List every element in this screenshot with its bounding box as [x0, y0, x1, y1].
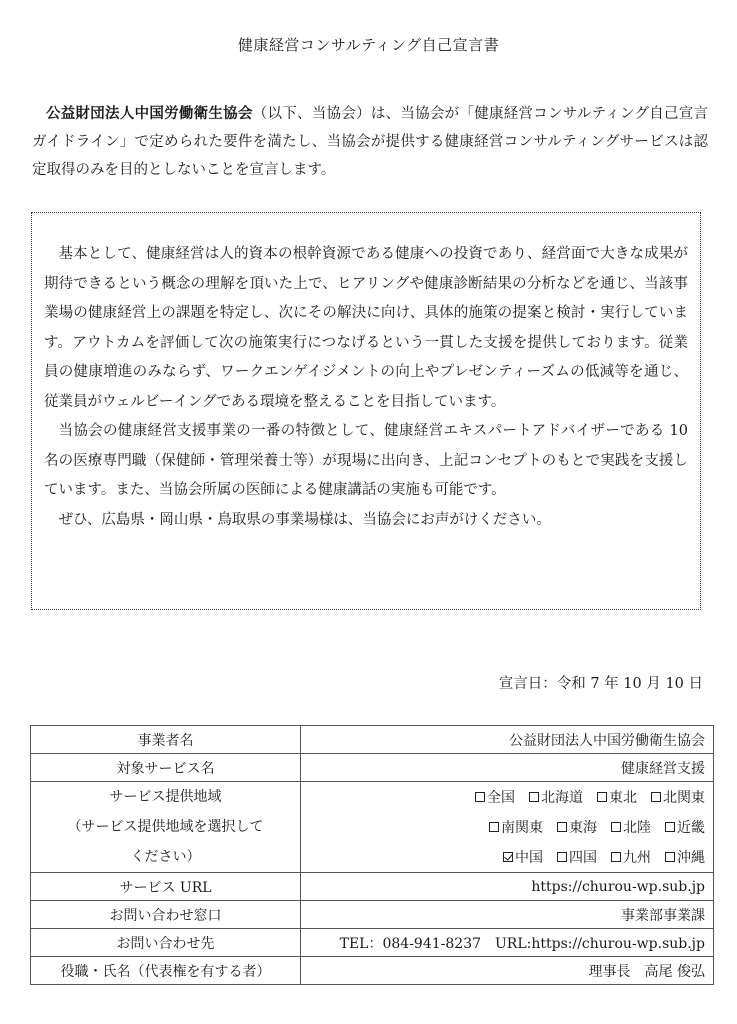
table-row: [31, 873, 714, 901]
region-checkbox[interactable]: [557, 817, 597, 837]
checkbox-icon[interactable]: [665, 852, 675, 862]
contact-window-value: 事業部事業課: [301, 901, 714, 929]
checkbox-icon[interactable]: [529, 792, 539, 802]
document-title: 健康経営コンサルティング自己宣言書: [237, 36, 500, 54]
checkbox-icon[interactable]: [611, 852, 621, 862]
region-row: [475, 812, 705, 842]
contact-value: TEL：084-941-8237 URL:https://churou-wp.sub.jp: [301, 929, 714, 957]
region-options: [301, 782, 714, 873]
region-checkbox[interactable]: [611, 847, 651, 867]
intro-organization: 公益財団法人中国労働衛生協会: [46, 105, 253, 122]
region-label-text: 全国: [487, 790, 515, 806]
region-label-text: 東北: [609, 790, 637, 806]
checkbox-icon[interactable]: [557, 822, 567, 832]
box-paragraph-1: 基本として、健康経営は人的資本の根幹資源である健康への投資であり、経営面で大きな成果が期待できるという概念の理解を頂いた上で、ヒアリングや健康診断結果の分析などを通じ、当該事業場の健康経営上の課題を特定し、次にその解決に向け、具体的施策の提案と検討・実行しています。アウトカムを評価して次の施策実行につなげるという一貫した支援を提供しております。従業員の健康増進のみならず、ワークエンゲイジメントの向上やプレゼンティーズムの低減等を通じ、従業員がウェルビーイングである環境を整えることを目指しています。: [44, 246, 688, 410]
checkbox-icon[interactable]: [665, 822, 675, 832]
checkbox-icon[interactable]: [597, 792, 607, 802]
table-row: [31, 957, 714, 985]
region-label-text: 沖縄: [677, 850, 705, 866]
declaration-date: 宣言日：令和 7 年 10 月 10 日: [498, 676, 703, 692]
representative-value: 理事長 高尾 俊弘: [301, 957, 714, 985]
region-label-line-1: サービス提供地域: [109, 789, 222, 805]
region-label-line-3: ください）: [130, 849, 201, 865]
contact-window-label: お問い合わせ窓口: [31, 901, 301, 929]
checkbox-icon[interactable]: [557, 852, 567, 862]
region-label-text: 四国: [569, 850, 597, 866]
business-value: 公益財団法人中国労働衛生協会: [301, 726, 714, 754]
region-label-text: 北関東: [663, 790, 705, 806]
region-label-text: 中国: [515, 850, 543, 866]
table-row: [31, 901, 714, 929]
representative-label: 役職・氏名（代表権を有する者）: [31, 957, 301, 985]
region-label-text: 北海道: [541, 790, 583, 806]
region-checkbox[interactable]: [597, 787, 637, 807]
region-checkbox[interactable]: [557, 847, 597, 867]
business-label: 事業者名: [31, 726, 301, 754]
region-checkbox[interactable]: [665, 817, 705, 837]
region-checkbox[interactable]: [475, 787, 515, 807]
box-paragraph-3: ぜひ、広島県・岡山県・鳥取県の事業場様は、当協会にお声がけください。: [58, 511, 551, 528]
table-row: [31, 929, 714, 957]
region-label-text: 九州: [623, 850, 651, 866]
region-checkbox[interactable]: [503, 847, 543, 867]
region-row: [489, 842, 705, 872]
table-row: [31, 726, 714, 754]
region-label-text: 東海: [569, 820, 597, 836]
table-row: [31, 782, 714, 873]
url-value[interactable]: https://churou-wp.sub.jp: [301, 873, 714, 901]
region-label-text: 南関東: [501, 820, 543, 836]
checked-box-icon[interactable]: [503, 852, 513, 862]
region-checkbox[interactable]: [489, 817, 543, 837]
region-label-text: 近畿: [677, 820, 705, 836]
url-label: サービス URL: [31, 873, 301, 901]
box-paragraph-2: 当協会の健康経営支援事業の一番の特徴として、健康経営エキスパートアドバイザーである 10 名の医療専門職（保健師・管理栄養士等）が現場に出向き、上記コンセプトのもとで実践を支援しています。また、当協会所属の医師による健康講話の実施も可能です。: [44, 423, 688, 498]
checkbox-icon[interactable]: [651, 792, 661, 802]
region-checkbox[interactable]: [611, 817, 651, 837]
info-table: [30, 725, 714, 985]
service-value: 健康経営支援: [301, 754, 714, 782]
region-label-line-2: （サービス提供地域を選択して: [67, 819, 264, 835]
declaration-intro: [32, 100, 708, 184]
description-box: [31, 212, 701, 610]
table-row: [31, 754, 714, 782]
region-checkbox[interactable]: [665, 847, 705, 867]
region-checkbox[interactable]: [651, 787, 705, 807]
intro-text: （以下、当協会）は、当協会が「健康経営コンサルティング自己宣言ガイドライン」で定められた要件を満たし、当協会が提供する健康経営コンサルティングサービスは認定取得のみを目的としないことを宣言します。: [32, 106, 708, 178]
checkbox-icon[interactable]: [489, 822, 499, 832]
service-label: 対象サービス名: [31, 754, 301, 782]
region-row: [461, 782, 705, 812]
checkbox-icon[interactable]: [475, 792, 485, 802]
checkbox-icon[interactable]: [611, 822, 621, 832]
region-checkbox[interactable]: [529, 787, 583, 807]
region-label: [31, 782, 301, 873]
region-label-text: 北陸: [623, 820, 651, 836]
region-grid: [309, 782, 705, 872]
contact-label: お問い合わせ先: [31, 929, 301, 957]
